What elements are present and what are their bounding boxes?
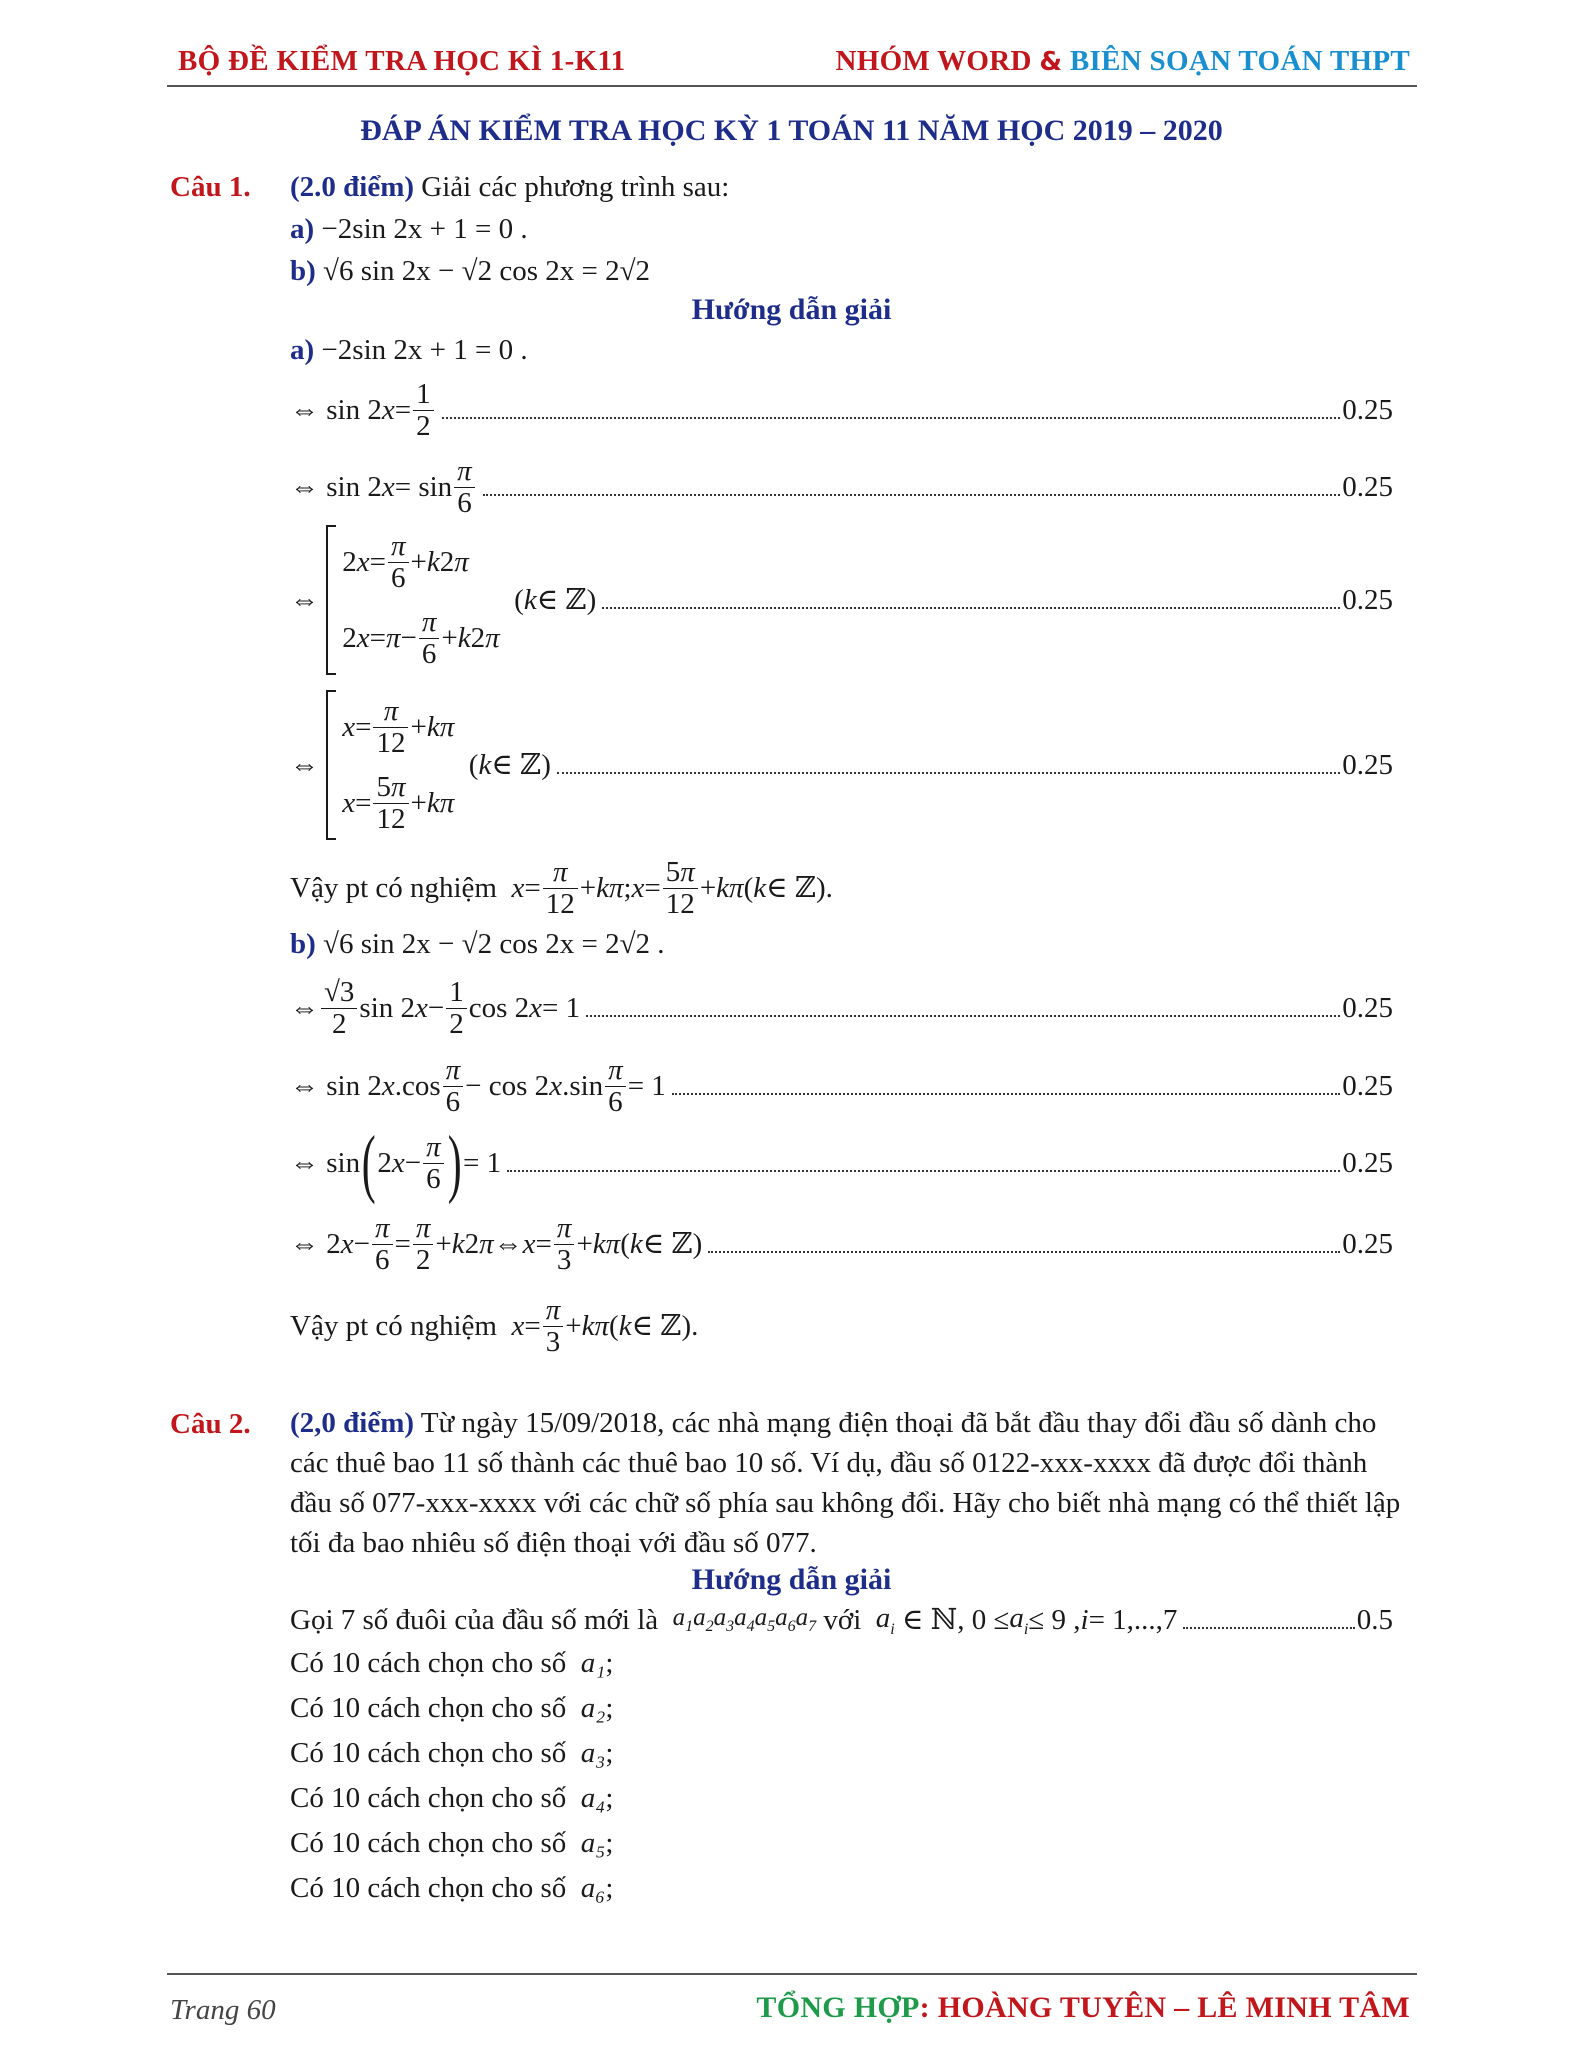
list-item: Có 10 cách chọn cho số a₃; [290,1737,614,1769]
dot-leader [1183,1627,1354,1629]
step-score: 0.25 [1342,1146,1393,1179]
q1-sol-a-head [290,333,528,368]
footer-credits [756,1990,1410,2026]
page-number: Trang 60 [170,1994,276,2026]
choice-variable: a₄ [580,1782,606,1814]
header-rule [167,85,1417,87]
page-title: ĐÁP ÁN KIỂM TRA HỌC KỲ 1 TOÁN 11 NĂM HỌC 2019 – 2020 [360,114,1223,147]
q1-step-b1 [290,970,1393,1046]
step-score: 0.25 [1342,393,1393,426]
step-score: 0.25 [1342,991,1393,1024]
choice-text: Có 10 cách chọn cho số [290,1737,567,1769]
list-item: Có 10 cách chọn cho số a₁; [290,1647,614,1679]
conclusion-text: Vậy pt có nghiệm [290,1309,497,1342]
q1-a [290,212,528,247]
q1-conclusion-a: Vậy pt có nghiệm x = $\frac{\pi}{12}$ + kπ ; x = $\frac{5\pi}{12}$ + kπ ( k ∈ ℤ). [290,856,833,920]
header-right [835,44,1410,79]
choice-text: Có 10 cách chọn cho số [290,1872,567,1904]
q1-a-label: a) [290,213,315,245]
dot-leader [602,607,1340,609]
q1-b-label: b) [290,255,316,287]
q1-step-3 [290,525,1393,675]
q2-body: Từ ngày 15/09/2018, các nhà mạng điện thoại đã bắt đầu thay đổi đầu số dành cho các thuê bao 11 số thành các thuê bao 10 số. Ví dụ, đầu số 0122-xxx-xxxx đã được đổi thành đầu số 077-xxx-xxxx với các chữ số phía sau không đổi. Hãy cho biết nhà mạng có thể thiết lập tối đa bao nhiêu số điện thoại với đầu số 077. [290,1407,1401,1559]
dot-leader [586,1015,1340,1017]
header-ampersand: & [1039,47,1063,77]
conclusion-text: Vậy pt có nghiệm [290,871,497,904]
q1-guide-heading: Hướng dẫn giải [691,293,892,326]
header-left: BỘ ĐỀ KIỂM TRA HỌC KÌ 1-K11 [178,45,626,77]
q1-sol-b-label: b) [290,928,316,960]
footer-compiled-label: TỔNG HỢP [756,1991,920,2024]
choice-text: Có 10 cách chọn cho số [290,1647,567,1679]
step-formula: ⇔ sin 2 x = $\frac{1}{2}$ [290,379,436,441]
list-item: Có 10 cách chọn cho số a₄; [290,1782,614,1814]
q1-a-equation: −2sin 2x + 1 = 0 . [321,213,528,245]
step-formula: ⇔ sin 2 x .cos $\frac{\pi}{6}$ − cos 2 x .sin $\frac{\pi}{6}$ = 1 [290,1054,666,1118]
q1-b [290,254,650,289]
list-item: Có 10 cách chọn cho số a₂; [290,1692,614,1724]
choice-variable: a₂ [580,1692,606,1724]
dot-leader [507,1170,1340,1172]
q1-step-2 [290,452,1393,522]
q2-intro-formula: Gọi 7 số đuôi của đầu số mới là $a_1a_2a_3a_4a_5a_6a_7$ với $a_i$ ∈ ℕ, 0 ≤ $a_i$ ≤ 9 , i = 1,...,7 [290,1602,1178,1638]
choice-text: Có 10 cách chọn cho số [290,1827,567,1859]
q2-guide-heading: Hướng dẫn giải [691,1563,892,1596]
q2-label: Câu 2. [170,1408,251,1440]
q1-prompt-text: Giải các phương trình sau: [421,171,730,203]
footer-rule [167,1973,1417,1975]
step-formula: ⇔ sin 2 x = sin $\frac{\pi}{6}$ [290,456,477,518]
choice-variable: a₃ [580,1737,606,1769]
choice-variable: a₆ [580,1872,606,1904]
q1-label: Câu 1. [170,171,251,203]
list-item: Có 10 cách chọn cho số a₅; [290,1827,614,1859]
choice-variable: a₅ [580,1827,606,1859]
q1-step-b4 [290,1208,1393,1280]
q1-sol-a-equation: −2sin 2x + 1 = 0 . [321,334,528,366]
step-formula: ⇔ x = $\frac{\pi}{12}$ + kπ x = $\frac{5\pi}{12}$ + kπ ( k ∈ ℤ) [290,689,551,841]
q1-sol-b-equation: √6 sin 2x − √2 cos 2x = 2√2 . [323,928,665,960]
q2-text [290,1403,1410,1563]
choice-text: Có 10 cách chọn cho số [290,1782,567,1814]
dot-leader [442,417,1341,419]
q1-conclusion-b: Vậy pt có nghiệm x = $\frac{\pi}{3}$ + kπ ( k ∈ ℤ). [290,1294,699,1358]
q1-sol-b-head [290,927,665,962]
dot-leader [557,772,1340,774]
choice-text: Có 10 cách chọn cho số [290,1692,567,1724]
header-group-subtitle: BIÊN SOẠN TOÁN THPT [1069,45,1410,77]
step-score: 0.25 [1342,470,1393,503]
q1-points: (2.0 điểm) [290,171,415,203]
dot-leader [672,1093,1340,1095]
step-score: 0.25 [1342,748,1393,781]
q1-step-b2 [290,1050,1393,1122]
step-formula: ⇔ $\frac{√3}{2}$ sin 2 x − $\frac{1}{2}$ cos 2 x = 1 [290,976,581,1040]
dot-leader [483,494,1341,496]
step-formula: ⇔ sin ( 2 x − $\frac{\pi}{6}$ ) = 1 [290,1120,502,1205]
q2-intro-score: 0.5 [1356,1603,1393,1636]
q1-step-4 [290,690,1393,840]
step-score: 0.25 [1342,1227,1393,1260]
q1-step-1 [290,375,1393,445]
q1-step-b3 [290,1120,1393,1205]
q1-prompt [290,170,729,205]
dot-leader [708,1251,1340,1253]
q2-points: (2,0 điểm) [290,1407,415,1439]
step-formula: ⇔ 2 x − $\frac{\pi}{6}$ = $\frac{\pi}{2}$ + k 2 π ⇔ x = $\frac{\pi}{3}$ + kπ ( k ∈ ℤ) [290,1212,703,1276]
list-item: Có 10 cách chọn cho số a₆; [290,1872,614,1904]
q2-intro [290,1600,1393,1640]
q1-sol-a-label: a) [290,334,315,366]
choice-variable: a₁ [580,1647,606,1679]
step-formula: ⇔ 2 x = $\frac{\pi}{6}$ + k 2 π 2 x = π − $\frac{\pi}{6}$ + k 2 π ( k ∈ ℤ) [290,524,596,676]
q2-intro-text: Gọi 7 số đuôi của đầu số mới là [290,1603,659,1636]
header-group-name: NHÓM WORD [835,45,1032,77]
q2-intro-with: với [823,1603,862,1636]
step-score: 0.25 [1342,583,1393,616]
footer-authors: : HOÀNG TUYÊN – LÊ MINH TÂM [919,1991,1410,2024]
q1-b-equation: √6 sin 2x − √2 cos 2x = 2√2 [323,255,651,287]
step-score: 0.25 [1342,1069,1393,1102]
